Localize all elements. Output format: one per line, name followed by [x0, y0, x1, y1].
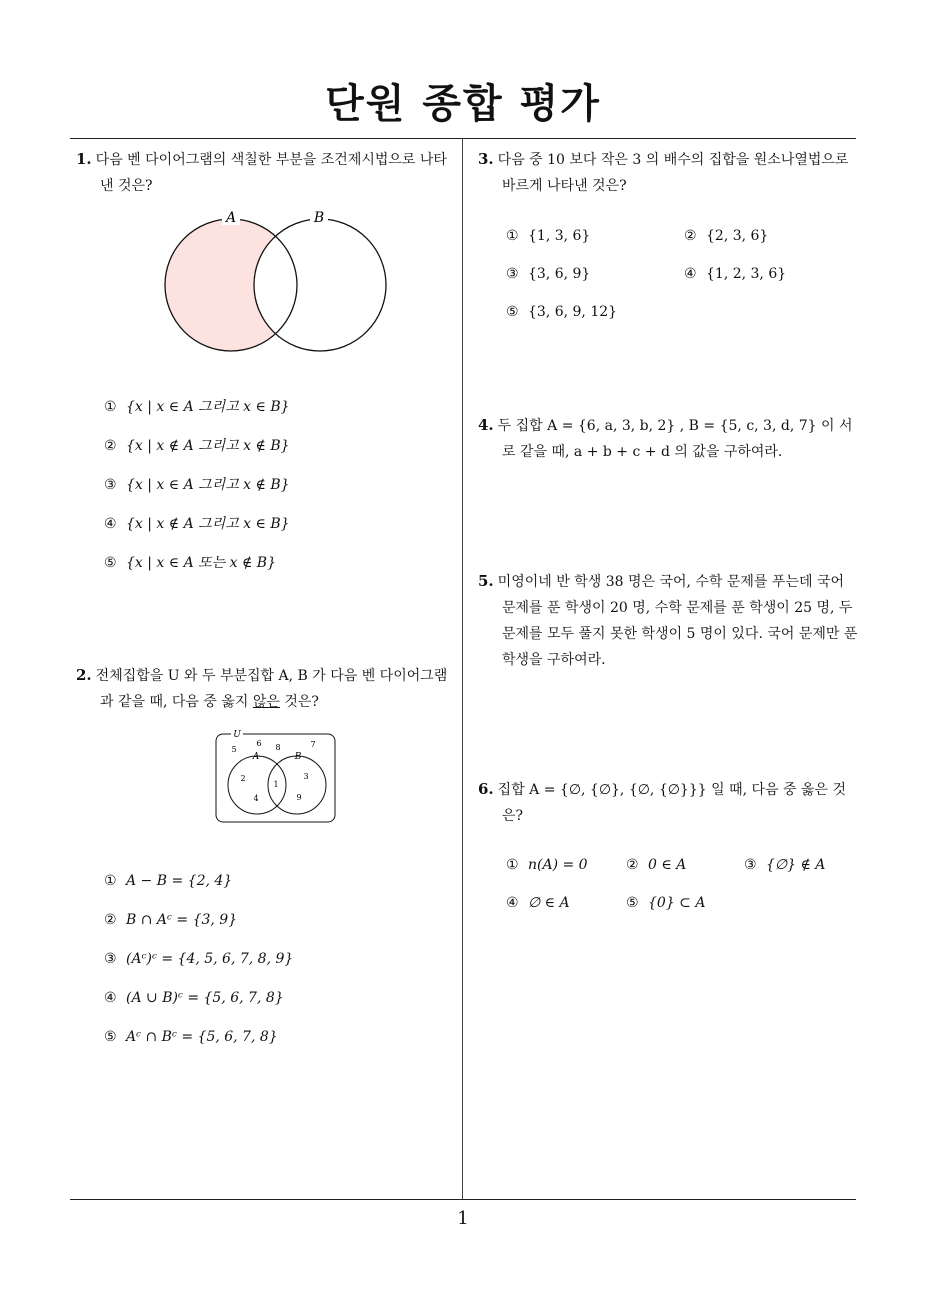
question-1-option-4[interactable]: ④ {x | x ∉ A 그리고 x ∈ B}	[104, 516, 290, 532]
emphasis-not: 않은	[252, 694, 280, 710]
intersection-element: 1	[273, 780, 279, 789]
question-6-text: 집합 A = {∅, {∅}, {∅, {∅}}} 일 때, 다음 중 옳은 것은?	[497, 782, 846, 824]
question-5-stem	[478, 568, 860, 673]
question-3	[478, 146, 860, 199]
question-3-option-3[interactable]: ③ {3, 6, 9}	[506, 266, 591, 282]
question-6-stem	[478, 776, 860, 829]
question-6-number: 6.	[478, 780, 494, 798]
question-6-option-1[interactable]: ① n(A) = 0	[506, 857, 588, 873]
question-4	[478, 412, 860, 465]
question-3-text: 다음 중 10 보다 작은 3 의 배수의 집합을 원소나열법으로 바르게 나타낸 것은?	[497, 152, 849, 194]
outside-element: 8	[275, 743, 281, 752]
question-6-option-4[interactable]: ④ ∅ ∈ A	[506, 895, 570, 911]
a-only-element: 2	[240, 774, 246, 783]
universe-label: U	[233, 730, 241, 740]
question-2-option-4[interactable]: ④ (A ∪ B)ᶜ = {5, 6, 7, 8}	[104, 990, 284, 1006]
outside-element: 7	[310, 740, 316, 749]
question-1-number: 1.	[76, 150, 92, 168]
question-6-option-2[interactable]: ② 0 ∈ A	[626, 857, 687, 873]
question-2-venn-diagram	[213, 728, 338, 826]
top-rule	[70, 138, 856, 139]
question-2-option-1[interactable]: ① A − B = {2, 4}	[104, 873, 233, 889]
question-3-option-4[interactable]: ④ {1, 2, 3, 6}	[684, 266, 787, 282]
question-6-options	[506, 853, 825, 929]
column-divider	[462, 139, 463, 1199]
outside-element: 5	[231, 745, 237, 754]
question-3-option-5[interactable]: ⑤ {3, 6, 9, 12}	[506, 304, 618, 320]
question-6-option-5[interactable]: ⑤ {0} ⊂ A	[626, 895, 706, 911]
bottom-rule	[70, 1199, 856, 1200]
question-1-option-5[interactable]: ⑤ {x | x ∈ A 또는 x ∉ B}	[104, 555, 276, 571]
question-2-option-5[interactable]: ⑤ Aᶜ ∩ Bᶜ = {5, 6, 7, 8}	[104, 1029, 278, 1045]
question-2	[76, 662, 456, 715]
question-3-stem	[478, 146, 860, 199]
question-1-option-3[interactable]: ③ {x | x ∈ A 그리고 x ∉ B}	[104, 477, 290, 493]
b-only-element: 9	[296, 793, 302, 802]
page-number: 1	[457, 1208, 469, 1229]
question-6-option-3[interactable]: ③ {∅} ∉ A	[744, 857, 826, 873]
question-4-text: 두 집합 A = {6, a, 3, b, 2} , B = {5, c, 3, d, 7} 이 서로 같을 때, a + b + c + d 의 값을 구하여라.	[497, 418, 853, 460]
set-a-label: A	[225, 210, 237, 226]
question-5-number: 5.	[478, 572, 494, 590]
page-title: 단원 종합 평가	[325, 81, 601, 127]
question-5-text: 미영이네 반 학생 38 명은 국어, 수학 문제를 푸는데 국어 문제를 푼 학생이 20 명, 수학 문제를 푼 학생이 25 명, 두 문제를 모두 풀지 못한 학생이 5 명이 있다. 국어 문제만 푼 학생을 구하여라.	[497, 574, 858, 668]
question-3-option-1[interactable]: ① {1, 3, 6}	[506, 228, 591, 244]
question-1-options	[104, 395, 290, 590]
question-1-text: 다음 벤 다이어그램의 색칠한 부분을 조건제시법으로 나타낸 것은?	[95, 152, 447, 194]
b-only-element: 3	[303, 772, 309, 781]
question-1-option-2[interactable]: ② {x | x ∉ A 그리고 x ∉ B}	[104, 438, 290, 454]
question-1-venn-diagram	[160, 205, 395, 360]
question-6	[478, 776, 860, 829]
question-4-stem	[478, 412, 860, 465]
question-2-option-3[interactable]: ③ (Aᶜ)ᶜ = {4, 5, 6, 7, 8, 9}	[104, 951, 294, 967]
question-1	[76, 146, 456, 199]
set-b-label: B	[313, 210, 325, 226]
question-1-option-1[interactable]: ① {x | x ∈ A 그리고 x ∈ B}	[104, 399, 290, 415]
question-2-number: 2.	[76, 666, 92, 684]
set-a-label: A	[252, 752, 260, 762]
question-2-stem: 2. 전체집합을 U 와 두 부분집합 A, B 가 다음 벤 다이어그램과 같을 때, 다음 중 옳지 않은 것은?	[76, 666, 448, 710]
question-2-option-2[interactable]: ② B ∩ Aᶜ = {3, 9}	[104, 912, 238, 928]
question-3-options	[506, 224, 786, 338]
question-4-number: 4.	[478, 416, 494, 434]
question-1-stem	[76, 146, 456, 199]
outside-element: 6	[256, 739, 262, 748]
question-5	[478, 568, 860, 673]
a-only-element: 4	[253, 794, 259, 803]
question-2-options	[104, 869, 293, 1064]
question-3-number: 3.	[478, 150, 494, 168]
set-b-label: B	[294, 752, 302, 762]
question-3-option-2[interactable]: ② {2, 3, 6}	[684, 228, 769, 244]
